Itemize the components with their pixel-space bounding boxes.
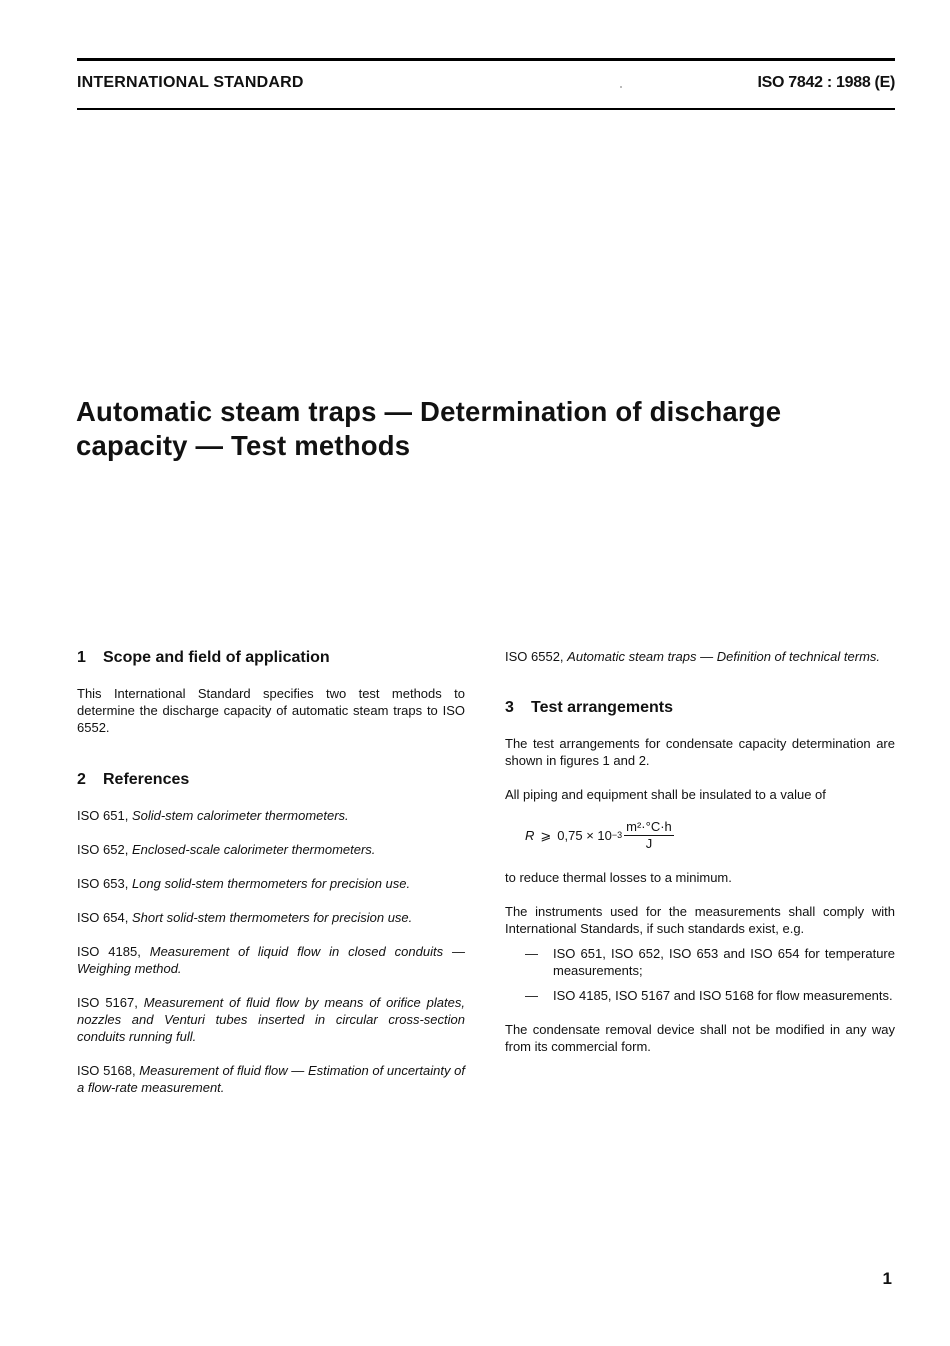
reference-title: Automatic steam traps — Definition of technical terms. [567,649,881,664]
formula-relation: ⩾ [540,827,552,843]
formula-denominator: J [645,835,653,851]
page-number: 1 [882,1269,892,1288]
scan-artifact [620,86,622,88]
reference-id: ISO 6552, [505,649,564,664]
header-document-number: ISO 7842 : 1988 (E) [757,74,895,91]
reference-item [77,1062,465,1096]
section-1-title: Scope and field of application [103,649,330,666]
header-bottom-rule [77,108,895,110]
list-dash: — [525,946,538,961]
reference-item [77,994,465,1045]
section-2-heading [77,770,465,790]
title-line-1: Automatic steam traps — Determination of discharge [76,396,782,427]
section-2-title: References [103,771,190,788]
header-top-rule [77,58,895,61]
formula-coefficient: 0,75 × 10 [557,827,612,843]
formula-numerator: m²·°C·h [626,818,672,834]
reference-title: Measurement of fluid flow by means of orifice plates, nozzles and Venturi tubes inserted in circular cross-section conduits running full. [77,995,465,1044]
formula-lhs: R [525,827,535,843]
reference-id: ISO 652, [77,842,129,857]
section-2-number: 2 [77,771,86,788]
reference-title: Measurement of liquid flow in closed conduits — Weighing method. [77,944,465,976]
reference-id: ISO 654, [77,910,129,925]
list-item-text: ISO 4185, ISO 5167 and ISO 5168 for flow measurements. [553,988,893,1003]
reference-item [505,648,895,665]
reference-title: Solid-stem calorimeter thermometers. [131,808,349,823]
reference-item [77,875,465,892]
section-3-paragraph: to reduce thermal losses to a minimum. [505,870,732,885]
reference-id: ISO 653, [77,876,129,891]
formula-fraction [624,819,674,852]
reference-id: ISO 651, [77,808,129,823]
section-3-paragraph: The test arrangements for condensate capacity determination are shown in figures 1 and 2. [505,736,895,768]
section-3-paragraph: The instruments used for the measurements shall comply with International Standards, if such standards exist, e.g. [505,904,895,936]
reference-title: Measurement of fluid flow — Estimation of uncertainty of a flow-rate measurement. [77,1063,465,1095]
reference-title: Enclosed-scale calorimeter thermometers. [131,842,376,857]
reference-item [77,909,465,926]
list-dash: — [525,988,538,1003]
insulation-formula [525,813,895,857]
reference-title: Long solid-stem thermometers for precision use. [131,876,411,891]
section-3-title: Test arrangements [531,699,673,716]
section-1-text: This International Standard specifies two test methods to determine the discharge capacity of automatic steam traps to ISO 6552. [77,686,465,735]
reference-id: ISO 5168, [77,1063,136,1078]
section-1-number: 1 [77,649,86,666]
list-item [525,945,895,979]
list-item-text: ISO 651, ISO 652, ISO 653 and ISO 654 for temperature measurements; [553,946,895,978]
section-3-number: 3 [505,699,514,716]
reference-item [77,807,465,824]
title-line-2: capacity — Test methods [76,430,411,461]
left-column [77,648,465,1096]
section-3-paragraph: All piping and equipment shall be insulated to a value of [505,787,826,802]
reference-item [77,943,465,977]
section-3-paragraph: The condensate removal device shall not be modified in any way from its commercial form. [505,1022,895,1054]
header-document-type: INTERNATIONAL STANDARD [77,74,304,91]
section-1-heading [77,648,465,668]
document-title [76,395,876,463]
reference-id: ISO 5167, [77,995,138,1010]
section-3-heading [505,698,895,718]
list-item [525,987,895,1004]
formula-exponent: −3 [611,829,623,840]
right-column [505,648,895,1055]
reference-item [77,841,465,858]
reference-id: ISO 4185, [77,944,141,959]
reference-title: Short solid-stem thermometers for precision use. [131,910,413,925]
